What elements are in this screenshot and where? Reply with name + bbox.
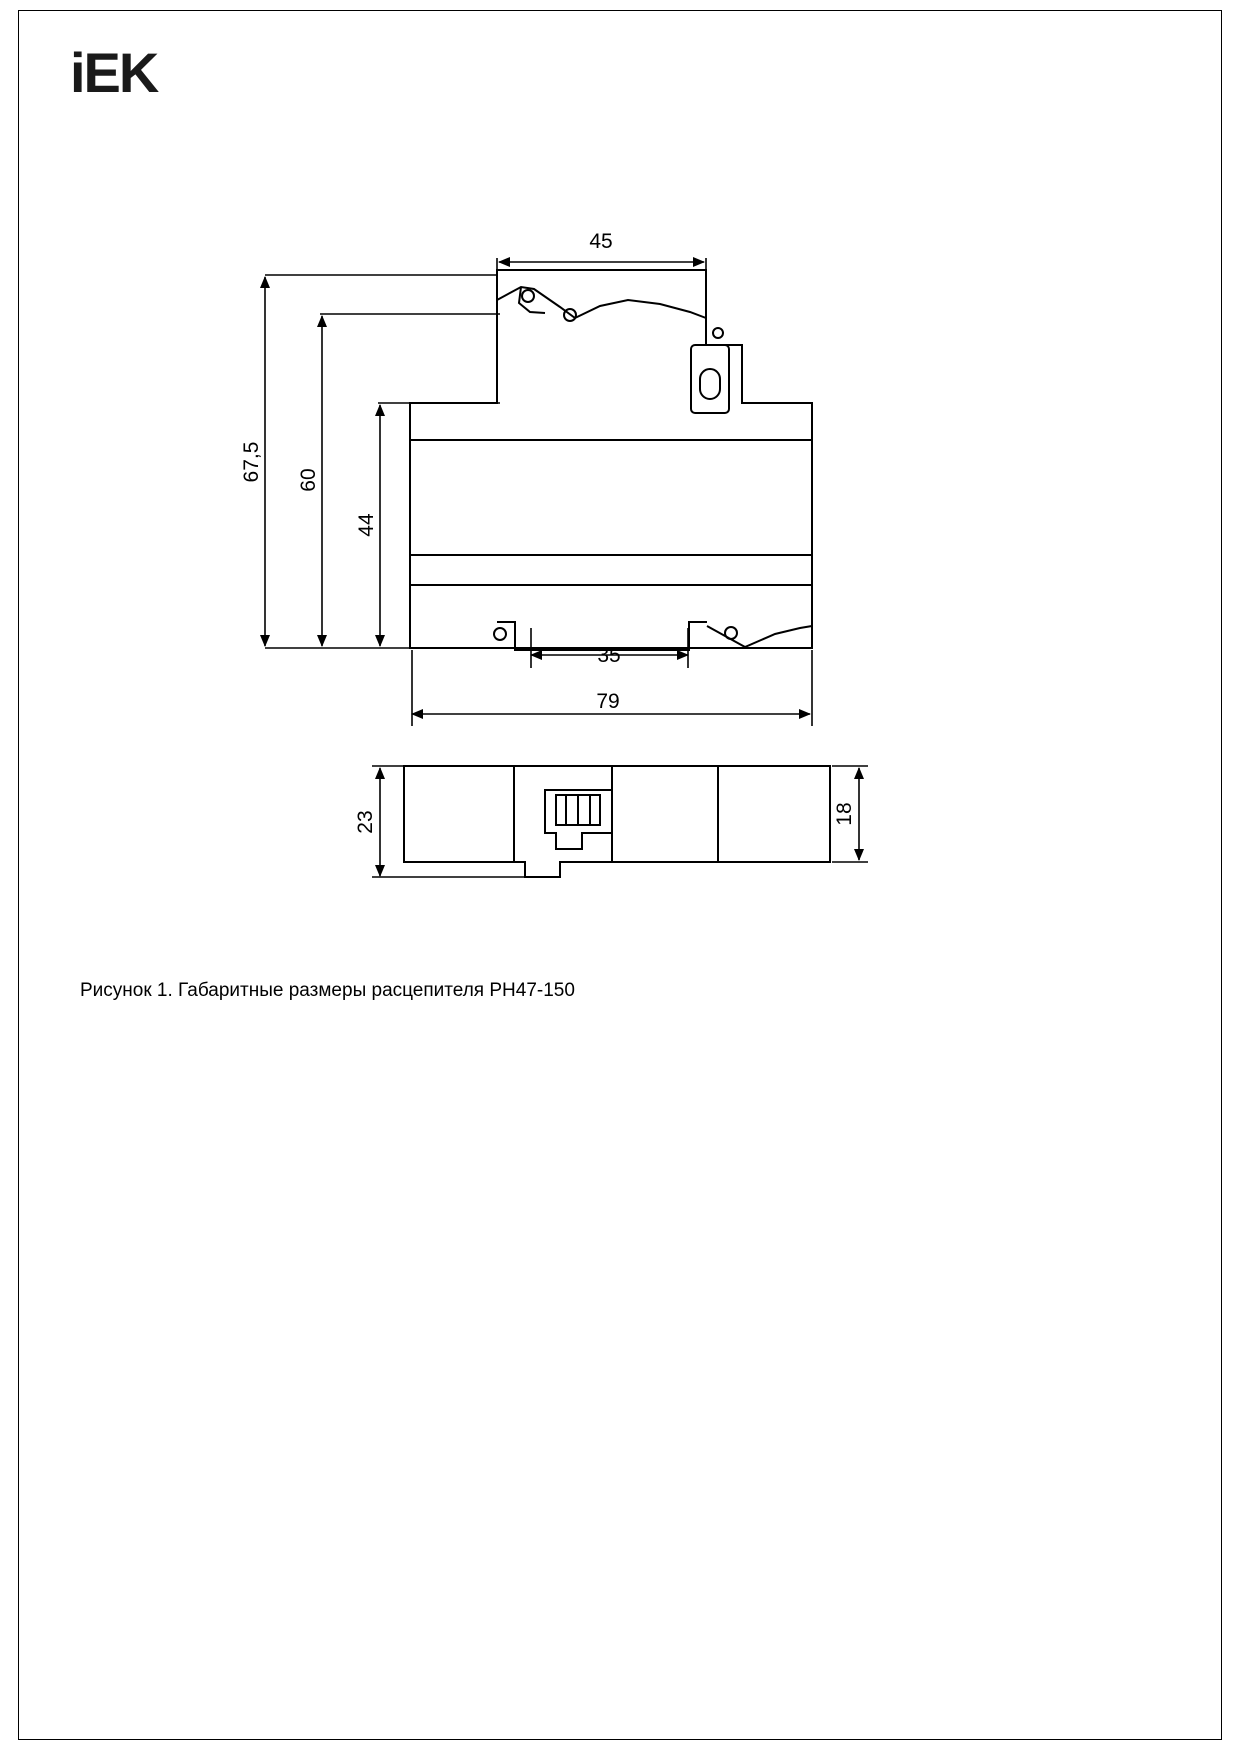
front-view-dimension-lines [265, 258, 812, 726]
dim-60-label: 60 [297, 468, 320, 492]
top-view-body [404, 766, 830, 877]
dim-79-label: 79 [596, 690, 620, 713]
dim-45-label: 45 [589, 230, 613, 253]
dim-23-label: 23 [354, 810, 377, 834]
dim-35-label: 35 [597, 644, 621, 667]
dim-67-5-label: 67,5 [240, 441, 263, 483]
top-view-dimension-lines [372, 766, 868, 877]
dim-44-label: 44 [355, 513, 378, 537]
dim-18-label: 18 [833, 802, 856, 826]
front-view-body [410, 270, 812, 650]
iek-logo: iEK [70, 41, 158, 104]
figure-caption: Рисунок 1. Габаритные размеры расцепителя РН47-150 [80, 980, 575, 1001]
